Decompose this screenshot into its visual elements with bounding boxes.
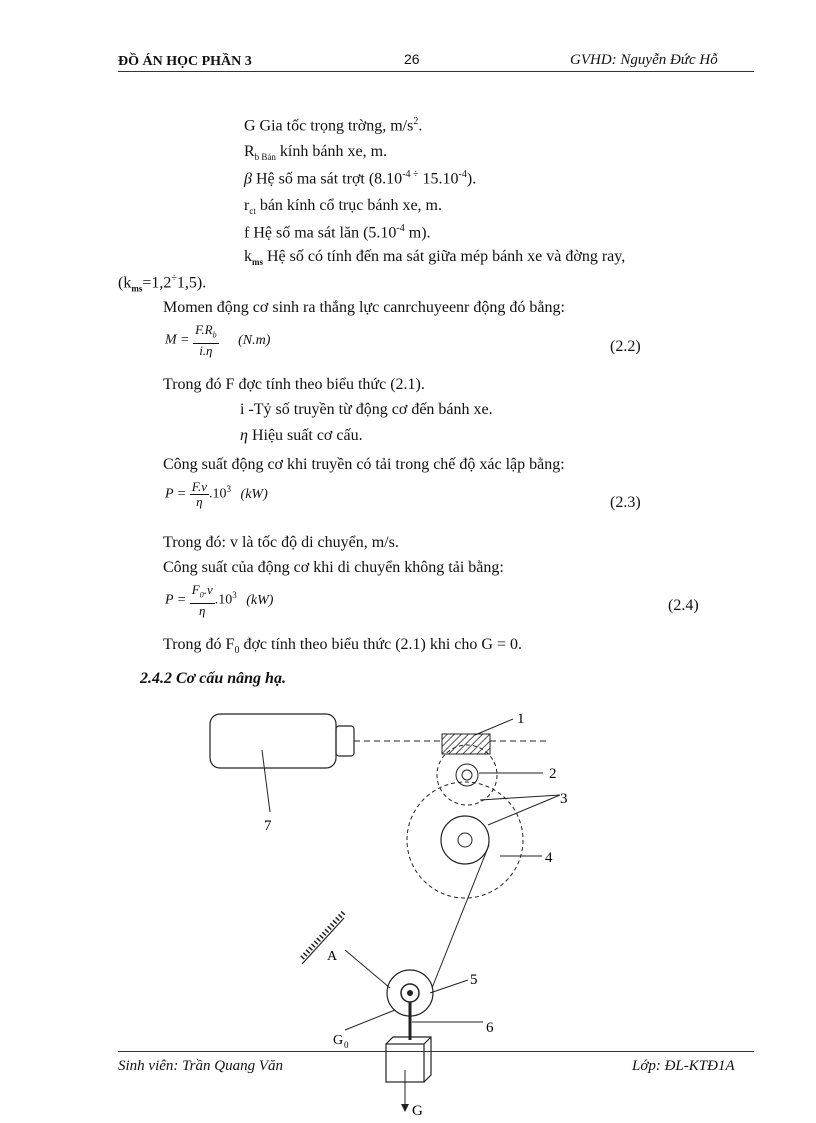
leader-1 bbox=[475, 719, 513, 735]
footer-rule bbox=[118, 1051, 754, 1052]
label-1: 1 bbox=[517, 711, 525, 727]
text-line-velocity: Trong đó: v là tốc độ di chuyển, m/s. bbox=[163, 534, 399, 551]
label-7: 7 bbox=[264, 818, 272, 834]
pulley-axle bbox=[407, 990, 413, 996]
drum-shaft bbox=[458, 833, 472, 847]
text-line-axle-radius: $r_{ct}$ bán kính cổ trục bánh xe, m. bbox=[244, 197, 442, 217]
leader-3a bbox=[480, 795, 560, 800]
page-number: 26 bbox=[404, 51, 420, 67]
equation-number-2-4: (2.4) bbox=[668, 597, 699, 614]
label-4: 4 bbox=[545, 850, 553, 866]
text-line-f0-definition: Trong đó $F_0$ đợc tính theo biểu thức (2.1) khi cho G = 0. bbox=[163, 636, 522, 657]
text-line-gear-ratio: i -Tỷ số truyền từ động cơ đến bánh xe. bbox=[240, 401, 493, 418]
label-5: 5 bbox=[470, 972, 478, 988]
load-box-edge bbox=[424, 1037, 431, 1044]
motor-body bbox=[210, 714, 336, 768]
text-line-power-loaded-intro: Công suất động cơ khi truyền có tải trong chế độ xác lập bằng: bbox=[163, 456, 565, 473]
leader-G0 bbox=[345, 1010, 395, 1030]
label-3: 3 bbox=[560, 791, 568, 807]
text-line-efficiency: η Hiệu suất cơ cấu. bbox=[240, 427, 363, 444]
text-line-rolling-friction: f Hệ số ma sát lăn ($5.10^{-4}$ m). bbox=[244, 223, 431, 242]
label-6: 6 bbox=[486, 1020, 494, 1036]
text-line-sliding-friction: β Hệ số ma sát trợt ($8.10^{-4 \div}$ $15.10^{-4}$). bbox=[244, 169, 477, 188]
weight-arrow-head bbox=[401, 1104, 409, 1112]
equation-2-3: P = $\frac{F.v}{\eta}$ $.10^3$ (kW) bbox=[165, 479, 268, 509]
equation-2-2: M = $\frac{F.R_b}{i.\eta}$ (N.m) bbox=[165, 322, 271, 358]
gear-pitch-circle bbox=[407, 782, 523, 898]
text-line-gravity: G Gia tốc trọng trờng, $m/s^2$. bbox=[244, 116, 423, 135]
label-2: 2 bbox=[549, 766, 557, 782]
footer-class: Lớp: ĐL-KTĐ1A bbox=[632, 1058, 735, 1074]
anchor-surface bbox=[302, 918, 344, 964]
label-G: G bbox=[412, 1103, 423, 1119]
equation-number-2-3: (2.3) bbox=[610, 494, 641, 511]
leader-5 bbox=[430, 980, 468, 993]
motor-shaft-end bbox=[336, 726, 354, 756]
label-A: A bbox=[327, 949, 338, 964]
header-project-title: ĐỒ ÁN HỌC PHẦN 3 bbox=[118, 54, 252, 69]
leader-3b bbox=[488, 795, 560, 825]
label-G0: G bbox=[333, 1033, 344, 1048]
text-line-wheel-radius: $R_{b Bán}$ kính bánh xe, m. bbox=[244, 143, 388, 163]
equation-number-2-2: (2.2) bbox=[610, 338, 641, 355]
pinion-shaft bbox=[462, 770, 472, 780]
equation-2-4: P = $\frac{F_0.v}{\eta}$ $.10^3$ (kW) bbox=[165, 582, 274, 618]
text-line-f-definition: Trong đó F đợc tính theo biểu thức (2.1). bbox=[163, 376, 425, 393]
text-line-power-unloaded-intro: Công suất của động cơ khi di chuyển không tải bằng: bbox=[163, 559, 504, 576]
rope-right bbox=[432, 845, 489, 988]
drum bbox=[441, 816, 489, 864]
label-G0-subscript: 0 bbox=[344, 1040, 349, 1050]
header-supervisor: GVHD: Nguyễn Đức Hỗ bbox=[570, 52, 718, 68]
text-line-flange-friction: $k_{ms}$ Hệ số có tính đến ma sát giữa mép bánh xe và đờng ray, bbox=[244, 248, 626, 268]
leader-7 bbox=[262, 750, 270, 812]
footer-student: Sinh viên: Trần Quang Văn bbox=[118, 1058, 283, 1074]
text-line-moment-intro: Momen động cơ sinh ra thắng lực canrchuyeenr động đó bằng: bbox=[163, 299, 565, 316]
rope-left bbox=[345, 950, 390, 988]
section-heading: 2.4.2 Cơ cấu nâng hạ. bbox=[140, 670, 286, 687]
anchor-hatch bbox=[302, 912, 344, 958]
text-line-kms-range: $(k_{ms}=1,2^\div 1,5)$. bbox=[118, 273, 207, 294]
